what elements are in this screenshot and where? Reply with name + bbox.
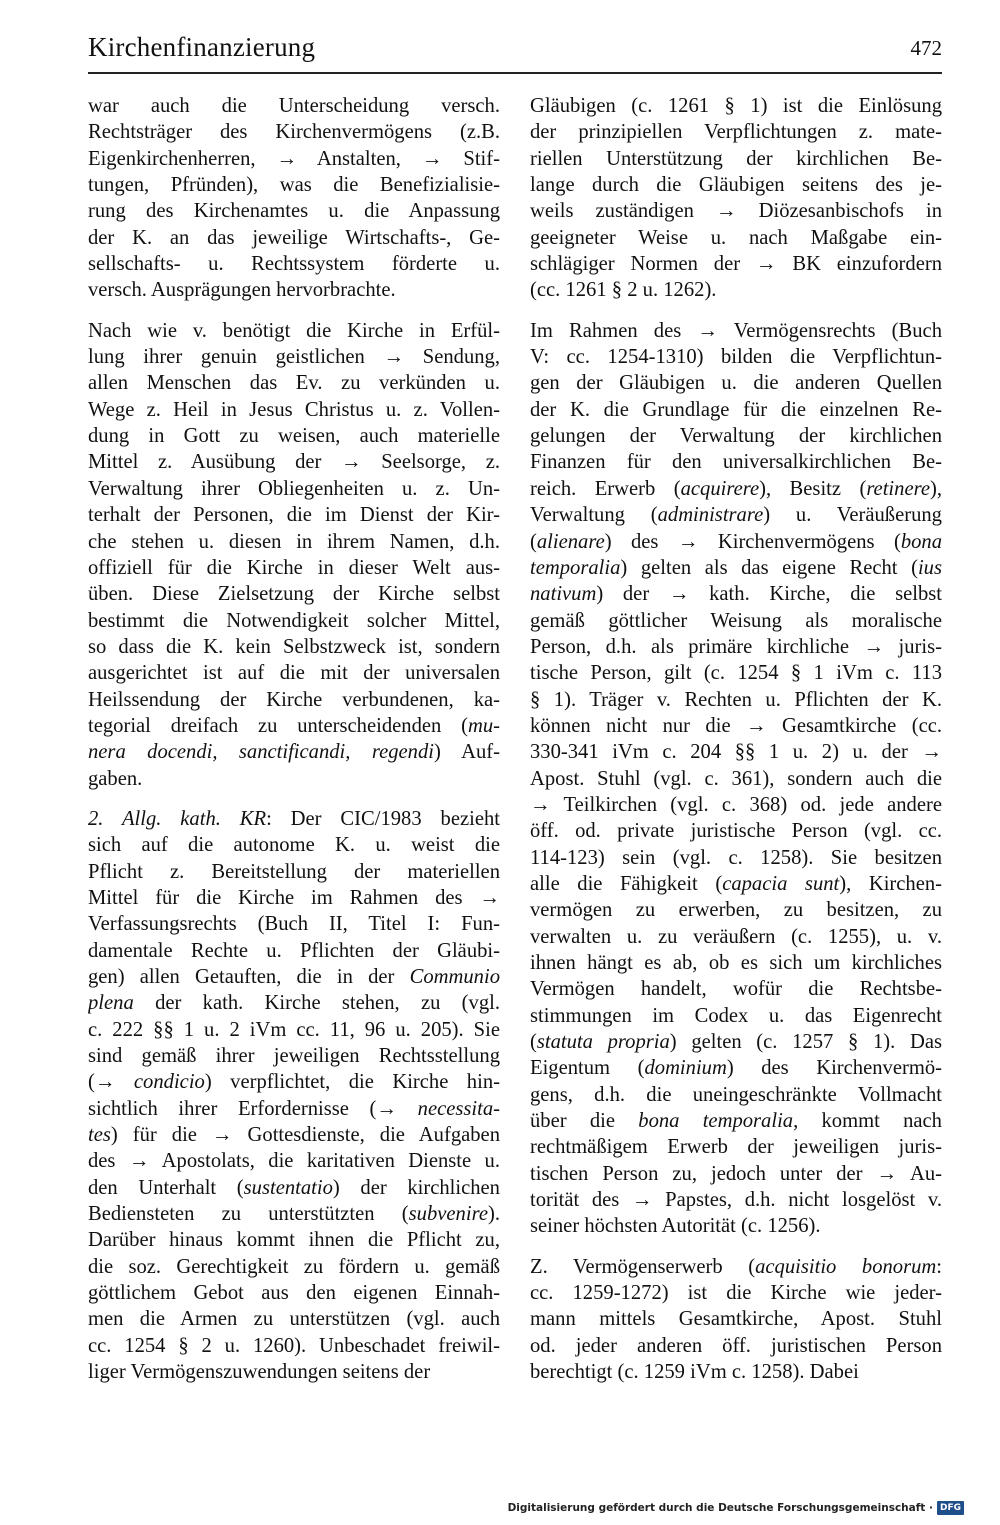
text-run: c. 222 §§ 1 u. 2 iVm cc. 11, 96 u. 205). Sie bbox=[88, 1018, 500, 1041]
running-title: Kirchenfinanzierung bbox=[88, 32, 316, 62]
text-run: 330-341 iVm c. 204 §§ 1 u. 2) u. der → bbox=[530, 741, 942, 764]
text-line bbox=[88, 1201, 500, 1227]
text-run: Person, d.h. als primäre kirchliche → juris- bbox=[530, 635, 942, 658]
text-line bbox=[88, 449, 500, 475]
text-line bbox=[88, 529, 500, 555]
italic-text: dominium bbox=[644, 1057, 727, 1080]
text-run: allen Menschen das Ev. zu verkünden u. bbox=[88, 372, 500, 395]
italic-text: sustentatio bbox=[243, 1176, 333, 1199]
text-line bbox=[530, 1134, 942, 1160]
text-line bbox=[530, 318, 942, 344]
text-line bbox=[530, 1254, 942, 1280]
text-run: tegorial dreifach zu unterscheidenden ( bbox=[88, 714, 468, 737]
paragraph bbox=[88, 806, 500, 1386]
page-number: 472 bbox=[910, 36, 942, 60]
text-run: Eigentum ( bbox=[530, 1057, 645, 1080]
text-run: ) gelten als das eigene Recht ( bbox=[620, 556, 918, 579]
text-run: der prinzipiellen Verpflichtungen z. mate- bbox=[530, 121, 942, 144]
text-run: tische Person, gilt (c. 1254 § 1 iVm c. 113 bbox=[530, 662, 942, 685]
text-line bbox=[530, 529, 942, 555]
text-run: → Teilkirchen (vgl. c. 368) od. jede andere bbox=[530, 793, 942, 816]
text-line bbox=[88, 1122, 500, 1148]
text-line bbox=[530, 924, 942, 950]
text-run: ausgerichtet ist auf die mit der universalen bbox=[88, 662, 500, 685]
text-line bbox=[88, 251, 500, 277]
text-line bbox=[88, 277, 500, 303]
text-line bbox=[88, 198, 500, 224]
text-run: berechtigt (c. 1259 iVm c. 1258). Dabei bbox=[530, 1361, 859, 1384]
text-line bbox=[530, 251, 942, 277]
text-run: Heilssendung der Kirche verbundenen, ka- bbox=[88, 688, 500, 711]
text-run: vermögen zu erwerben, zu besitzen, zu bbox=[530, 899, 942, 922]
text-run: öff. od. private juristische Person (vgl. cc. bbox=[530, 820, 942, 843]
text-run: ) des → Kirchenvermögens ( bbox=[604, 530, 901, 553]
text-line bbox=[530, 950, 942, 976]
text-line bbox=[88, 660, 500, 686]
italic-text: bona bbox=[900, 530, 942, 553]
page-header bbox=[88, 28, 942, 74]
text-run: sellschafts- u. Rechtssystem förderte u. bbox=[88, 253, 500, 276]
text-line bbox=[530, 713, 942, 739]
text-line bbox=[88, 1333, 500, 1359]
text-run: ), Kirchen- bbox=[839, 872, 942, 895]
text-run: che stehen u. diesen in ihrem Namen, d.h. bbox=[88, 530, 500, 553]
digitization-credit bbox=[508, 1499, 964, 1517]
text-run: gemäß göttlicher Weisung als moralische bbox=[530, 609, 942, 632]
text-run: seiner höchsten Autorität (c. 1256). bbox=[530, 1215, 821, 1238]
text-line bbox=[88, 806, 500, 832]
text-column-right bbox=[530, 93, 942, 1400]
text-run: göttlichem Gebot aus den eigenen Einnah- bbox=[88, 1282, 500, 1305]
text-line bbox=[88, 1148, 500, 1174]
text-run: verwalten u. zu veräußern (c. 1255), u. v. bbox=[530, 925, 942, 948]
text-line bbox=[88, 119, 500, 145]
italic-text: ius bbox=[917, 556, 942, 579]
italic-text: retinere bbox=[866, 477, 930, 500]
text-line bbox=[530, 818, 942, 844]
text-run: cc. 1259-1272) ist die Kirche wie jeder- bbox=[530, 1282, 942, 1305]
italic-text: statuta propria bbox=[536, 1031, 670, 1054]
text-run: weils zuständigen → Diözesanbischofs in bbox=[530, 200, 942, 223]
text-run: Verwaltung ( bbox=[530, 504, 658, 527]
text-run: 114-123) sein (vgl. c. 1258). Sie besitzen bbox=[530, 846, 942, 869]
text-line bbox=[530, 370, 942, 396]
text-line bbox=[88, 581, 500, 607]
text-run: so dass die K. kein Selbstzweck ist, sondern bbox=[88, 635, 500, 658]
text-column-left bbox=[88, 93, 500, 1400]
text-line bbox=[88, 423, 500, 449]
text-run: versch. Ausprägungen hervorbrachte. bbox=[88, 279, 396, 302]
text-line bbox=[88, 1017, 500, 1043]
text-line bbox=[530, 766, 942, 792]
text-run: geeigneter Weise u. nach Maßgabe ein- bbox=[530, 226, 942, 249]
text-run: gen) allen Getauften, die in der bbox=[88, 966, 410, 988]
text-line bbox=[530, 1082, 942, 1108]
text-line bbox=[530, 660, 942, 686]
text-line bbox=[88, 1043, 500, 1069]
text-run: § 1). Träger v. Rechten u. Pflichten der K. bbox=[530, 688, 942, 711]
text-run: (→ bbox=[88, 1071, 134, 1094]
text-run: ), Besitz ( bbox=[759, 477, 867, 500]
text-run: die soz. Gerechtigkeit zu fördern u. gemäß bbox=[88, 1255, 500, 1278]
text-run: Im Rahmen des → Vermögensrechts (Buch bbox=[530, 319, 942, 342]
text-run: ) verpflichtet, die Kirche hin- bbox=[204, 1071, 500, 1094]
text-run: der kath. Kirche stehen, zu (vgl. bbox=[133, 992, 500, 1015]
text-run: war auch die Unterscheidung versch. bbox=[88, 95, 500, 117]
text-run: Finanzen für den universalkirchlichen Be- bbox=[530, 451, 942, 474]
text-line bbox=[530, 502, 942, 528]
text-run: können nicht nur die → Gesamtkirche (cc. bbox=[530, 714, 942, 737]
text-run: ). bbox=[487, 1203, 500, 1226]
text-line bbox=[530, 93, 942, 119]
italic-text: tes bbox=[88, 1124, 111, 1147]
text-run: schlägiger Normen der → BK einzufordern bbox=[530, 253, 942, 276]
text-run: ( bbox=[530, 530, 537, 553]
text-run: über die bbox=[530, 1110, 639, 1133]
text-line bbox=[530, 172, 942, 198]
text-line bbox=[88, 911, 500, 937]
text-line bbox=[530, 1029, 942, 1055]
italic-text: nera docendi, sanctificandi, regendi bbox=[88, 741, 434, 764]
paragraph bbox=[530, 93, 942, 304]
text-line bbox=[530, 608, 942, 634]
italic-text: acquisitio bonorum bbox=[755, 1255, 937, 1278]
italic-text: temporalia bbox=[530, 556, 621, 579]
text-line bbox=[530, 1055, 942, 1081]
text-line bbox=[530, 976, 942, 1002]
text-line bbox=[530, 871, 942, 897]
italic-text: administrare bbox=[657, 504, 764, 527]
text-line bbox=[530, 344, 942, 370]
text-run: (cc. 1261 § 2 u. 1262). bbox=[530, 279, 717, 302]
text-run: ) der kirchlichen bbox=[332, 1176, 500, 1199]
text-line bbox=[88, 370, 500, 396]
text-line bbox=[530, 423, 942, 449]
text-line bbox=[88, 766, 500, 792]
text-line bbox=[88, 885, 500, 911]
text-run: sind gemäß ihrer jeweiligen Rechtsstellung bbox=[88, 1045, 500, 1068]
italic-text: condicio bbox=[133, 1071, 205, 1094]
text-run: lung ihrer genuin geistlichen → Sendung, bbox=[88, 346, 500, 369]
text-run: men die Armen zu unterstützen (vgl. auch bbox=[88, 1308, 500, 1331]
text-line bbox=[88, 476, 500, 502]
text-run: Rechtsträger des Kirchenvermögens (z.B. bbox=[88, 121, 500, 144]
text-run: mann mittels Gesamtkirche, Apost. Stuhl bbox=[530, 1308, 942, 1331]
text-run: Wege z. Heil in Jesus Christus u. z. Vollen- bbox=[88, 398, 500, 421]
text-run: Mittel z. Ausübung der → Seelsorge, z. bbox=[88, 451, 500, 474]
text-run: ) gelten (c. 1257 § 1). Das bbox=[669, 1031, 942, 1054]
text-line bbox=[530, 1108, 942, 1134]
text-line bbox=[88, 344, 500, 370]
text-run: tischen Person zu, jedoch unter der → Au- bbox=[530, 1162, 942, 1185]
text-line bbox=[530, 555, 942, 581]
text-line bbox=[88, 1359, 500, 1385]
text-run: riellen Unterstützung der kirchlichen Be- bbox=[530, 147, 942, 170]
text-run: offiziell für die Kirche in dieser Welt aus- bbox=[88, 556, 500, 579]
text-run: ( bbox=[530, 1031, 537, 1054]
text-run: gelungen der Verwaltung der kirchlichen bbox=[530, 425, 942, 448]
paragraph bbox=[530, 1254, 942, 1386]
text-run: ) des Kirchenvermö- bbox=[726, 1057, 942, 1080]
text-run: Gläubigen (c. 1261 § 1) ist die Einlösung bbox=[530, 95, 942, 117]
text-line bbox=[88, 93, 500, 119]
text-run: lange durch die Gläubigen seitens des je- bbox=[530, 174, 942, 197]
text-run: gens, d.h. die uneingeschränkte Vollmacht bbox=[530, 1083, 942, 1106]
text-line bbox=[530, 146, 942, 172]
text-run: den Unterhalt ( bbox=[88, 1176, 244, 1199]
text-line bbox=[88, 713, 500, 739]
text-line bbox=[530, 449, 942, 475]
text-run: Mittel für die Kirche im Rahmen des → bbox=[88, 886, 500, 909]
text-run: rechtmäßigem Erwerb der jeweiligen juris- bbox=[530, 1136, 942, 1159]
text-run: Apost. Stuhl (vgl. c. 361), sondern auch die bbox=[530, 767, 942, 790]
text-run: rung des Kirchenamtes u. die Anpassung bbox=[88, 200, 500, 223]
text-line bbox=[530, 792, 942, 818]
text-run: stimmungen im Codex u. das Eigenrecht bbox=[530, 1004, 942, 1027]
paragraph bbox=[530, 318, 942, 1240]
text-line bbox=[88, 634, 500, 660]
text-run: Bediensteten zu unterstützten ( bbox=[88, 1203, 409, 1226]
text-line bbox=[530, 1187, 942, 1213]
text-run: ), bbox=[929, 477, 942, 500]
text-line bbox=[530, 1306, 942, 1332]
italic-text: Communio bbox=[409, 966, 500, 988]
text-run: der K. die Grundlage für die einzelnen Re- bbox=[530, 398, 942, 421]
text-run: alle die Fähigkeit ( bbox=[530, 872, 723, 895]
text-line bbox=[88, 1306, 500, 1332]
text-line bbox=[88, 1096, 500, 1122]
text-run: Z. Vermögenserwerb ( bbox=[530, 1255, 756, 1278]
text-run: des → Apostolats, die karitativen Dienste u. bbox=[88, 1150, 500, 1173]
italic-text: nativum bbox=[530, 583, 597, 606]
text-line bbox=[88, 1254, 500, 1280]
text-line bbox=[530, 476, 942, 502]
text-line bbox=[530, 397, 942, 423]
text-line bbox=[530, 1359, 942, 1385]
italic-text: bona temporalia bbox=[638, 1110, 794, 1133]
text-run: reich. Erwerb ( bbox=[530, 477, 681, 500]
text-run: torität des → Papstes, d.h. nicht losgelöst v. bbox=[530, 1189, 942, 1212]
text-line bbox=[530, 581, 942, 607]
text-line bbox=[88, 555, 500, 581]
text-line bbox=[88, 739, 500, 765]
text-line bbox=[530, 1161, 942, 1187]
text-run: liger Vermögenszuwendungen seitens der bbox=[88, 1361, 431, 1384]
italic-text: plena bbox=[88, 992, 134, 1015]
text-line bbox=[88, 687, 500, 713]
italic-text: necessita- bbox=[417, 1097, 500, 1120]
text-line bbox=[530, 845, 942, 871]
text-line bbox=[88, 1175, 500, 1201]
text-line bbox=[88, 938, 500, 964]
text-line bbox=[530, 198, 942, 224]
text-run: Darüber hinaus kommt ihnen die Pflicht zu, bbox=[88, 1229, 500, 1252]
text-line bbox=[530, 897, 942, 923]
dfg-logo: DFG bbox=[937, 1501, 964, 1515]
text-line bbox=[88, 172, 500, 198]
text-run: : bbox=[936, 1255, 942, 1278]
text-run: dung in Gott zu weisen, auch materielle bbox=[88, 425, 500, 448]
text-line bbox=[88, 397, 500, 423]
text-run: üben. Diese Zielsetzung der Kirche selbst bbox=[88, 583, 500, 606]
text-line bbox=[530, 1213, 942, 1239]
paragraph bbox=[88, 93, 500, 304]
text-line bbox=[88, 1280, 500, 1306]
text-line bbox=[88, 859, 500, 885]
text-line bbox=[530, 119, 942, 145]
text-run: od. jeder anderen öff. juristischen Person bbox=[530, 1334, 942, 1357]
text-line bbox=[530, 634, 942, 660]
credit-text: Digitalisierung gefördert durch die Deutsche Forschungsgemeinschaft · bbox=[507, 1502, 933, 1514]
text-line bbox=[88, 964, 500, 990]
text-line bbox=[88, 1227, 500, 1253]
italic-text: alienare bbox=[536, 530, 605, 553]
text-run: ) u. Veräußerung bbox=[763, 504, 942, 527]
text-run: ) der → kath. Kirche, die selbst bbox=[596, 583, 942, 606]
text-run: V: cc. 1254-1310) bilden die Verpflichtun- bbox=[530, 346, 942, 369]
text-run: damentale Rechte u. Pflichten der Gläubi- bbox=[88, 939, 500, 962]
text-line bbox=[88, 1069, 500, 1095]
text-line bbox=[530, 1003, 942, 1029]
text-run: Vermögen handelt, wofür die Rechtsbe- bbox=[530, 978, 942, 1001]
text-line bbox=[88, 502, 500, 528]
text-run: terhalt der Personen, die im Dienst der Kir- bbox=[88, 504, 500, 527]
italic-text: capacia sunt bbox=[722, 872, 840, 895]
text-run: der K. an das jeweilige Wirtschafts-, Ge- bbox=[88, 226, 500, 249]
text-run: Verwaltung ihrer Obliegenheiten u. z. Un- bbox=[88, 477, 500, 500]
text-line bbox=[530, 739, 942, 765]
text-run: Nach wie v. benötigt die Kirche in Erfül- bbox=[88, 319, 500, 342]
text-run: cc. 1254 § 2 u. 1260). Unbeschadet freiwil- bbox=[88, 1334, 500, 1357]
text-line bbox=[88, 225, 500, 251]
text-run: ihnen hängt es ab, ob es sich um kirchliches bbox=[530, 952, 942, 974]
text-run: , kommt nach bbox=[793, 1110, 942, 1133]
text-line bbox=[530, 1280, 942, 1306]
text-line bbox=[88, 990, 500, 1016]
text-run: sich auf die autonome K. u. weist die bbox=[88, 834, 500, 857]
text-run: : Der CIC/1983 bezieht bbox=[266, 807, 500, 830]
text-run: gaben. bbox=[88, 767, 143, 790]
text-line bbox=[88, 318, 500, 344]
text-run: tungen, Pfründen), was die Benefizialisie- bbox=[88, 174, 500, 197]
text-line bbox=[88, 146, 500, 172]
text-run: ) Auf- bbox=[433, 741, 500, 764]
text-line bbox=[88, 832, 500, 858]
italic-text: mu- bbox=[467, 714, 500, 737]
text-run: gen der Gläubigen u. die anderen Quellen bbox=[530, 372, 942, 395]
italic-text: subvenire bbox=[408, 1203, 488, 1226]
text-run: Eigenkirchenherren, → Anstalten, → Stif- bbox=[88, 147, 500, 170]
text-run: Pflicht z. Bereitstellung der materiellen bbox=[88, 860, 500, 883]
italic-text: acquirere bbox=[680, 477, 760, 500]
italic-text: 2. Allg. kath. KR bbox=[88, 807, 267, 830]
text-run: Verfassungsrechts (Buch II, Titel I: Fun- bbox=[88, 913, 500, 936]
text-run: bestimmt die Notwendigkeit solcher Mittel, bbox=[88, 609, 500, 632]
text-line bbox=[530, 277, 942, 303]
text-line bbox=[530, 1333, 942, 1359]
text-line bbox=[530, 687, 942, 713]
text-run: ) für die → Gottesdienste, die Aufgaben bbox=[110, 1124, 500, 1147]
text-line bbox=[88, 608, 500, 634]
text-line bbox=[530, 225, 942, 251]
text-run: sichtlich ihrer Erfordernisse (→ bbox=[88, 1097, 418, 1120]
paragraph bbox=[88, 318, 500, 792]
